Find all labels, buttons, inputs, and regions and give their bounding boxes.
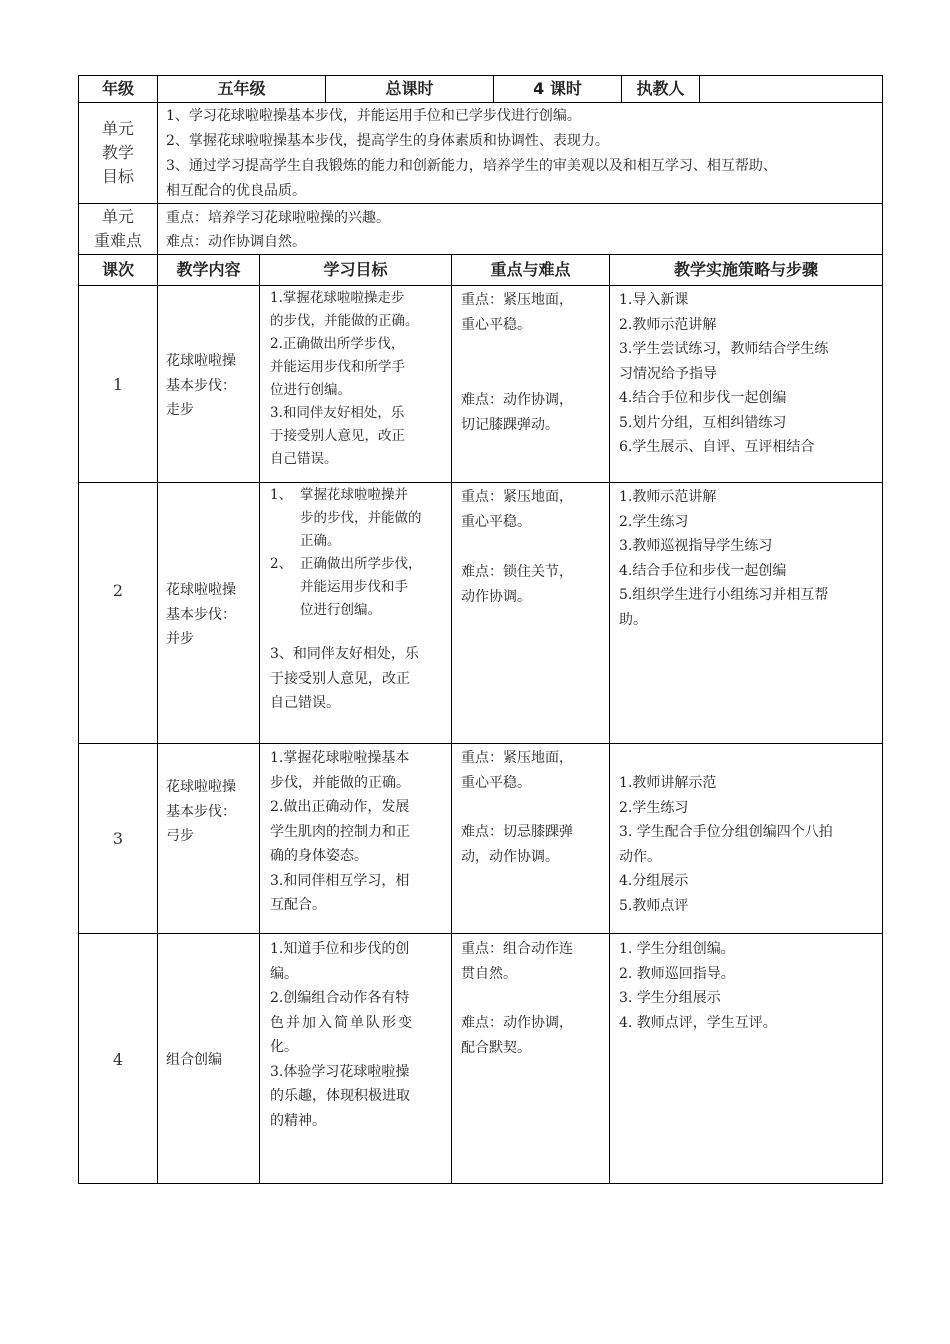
unit-keys-label-line: 单元: [101, 207, 134, 226]
unit-goal-line: 3、通过学习提高学生自我锻炼的能力和创新能力，培养学生的审美观以及和相互学习、相互帮助、: [166, 158, 777, 174]
lesson-goals: [270, 287, 450, 471]
lesson-key-points: [461, 288, 608, 337]
col-header-lesson: 课次: [101, 260, 134, 279]
goal-line: 的步伐，并能做的正确。: [270, 313, 419, 329]
step-line: 5.划片分组，互相纠错练习: [619, 414, 787, 431]
lesson-difficulties: [461, 560, 608, 609]
goal-line: 掌握花球啦啦操并: [300, 487, 408, 503]
step-line: 动作。: [619, 848, 661, 865]
step-line: 3. 学生分组展示: [619, 990, 721, 1006]
diff-line: 难点：锁住关节，: [461, 564, 573, 580]
step-line: 3.教师巡视指导学生练习: [619, 538, 773, 554]
goal-line: 并能运用步伐和手: [300, 579, 408, 595]
goal-line: 步伐，并能做的正确。: [270, 774, 410, 791]
goal-marker: 2、: [270, 556, 293, 572]
diff-line: 动，动作协调。: [461, 848, 559, 865]
step-line: 1.教师讲解示范: [619, 775, 717, 791]
key-line: 重点：组合动作连: [461, 941, 573, 957]
unit-goals-label-line: 教学: [101, 143, 134, 162]
goal-line: 确的身体姿态。: [270, 848, 368, 864]
lesson-steps: [619, 485, 881, 632]
key-line: 重心平稳。: [461, 774, 531, 791]
lesson-goals: [270, 484, 450, 716]
goal-line: 1.掌握花球啦啦操走步: [270, 290, 405, 306]
unit-keys-label: [79, 205, 157, 253]
goal-line: 2.做出正确动作，发展: [270, 799, 410, 815]
step-line: 2.学生练习: [619, 513, 689, 530]
goal-line: 位进行创编。: [300, 602, 381, 618]
key-line: 贯自然。: [461, 965, 517, 982]
unit-goal-line: 1、学习花球啦啦操基本步伐，并能运用手位和已学步伐进行创编。: [166, 108, 581, 124]
step-line: 3. 学生配合手位分组创编四个八拍: [619, 824, 833, 840]
lesson-key-points: [461, 746, 608, 795]
goal-item-text: [300, 484, 422, 553]
step-line: 1.导入新课: [619, 292, 689, 308]
step-line: 6.学生展示、自评、互评相结合: [619, 439, 815, 455]
lesson-difficulties: [461, 820, 608, 869]
step-line: 助。: [619, 611, 647, 628]
content-line: 弓步: [166, 828, 194, 844]
goal-marker: 1、: [270, 487, 293, 503]
goal-line: 学生肌肉的控制力和正: [270, 823, 410, 840]
goal-line: 1.掌握花球啦啦操基本: [270, 750, 410, 766]
goal-line: 3.体验学习花球啦啦操: [270, 1063, 410, 1080]
total-hours-value: 4 课时: [533, 79, 582, 98]
goal-item: [270, 484, 450, 553]
step-line: 2.学生练习: [619, 799, 689, 816]
step-line: 2.教师示范讲解: [619, 316, 717, 333]
step-line: 4.结合手位和步伐一起创编: [619, 562, 787, 579]
key-line: 重点：紧压地面，: [461, 750, 573, 766]
lesson-content: [166, 349, 258, 423]
goal-line: 3.和同伴相互学习，相: [270, 872, 410, 889]
goal-line: 2.正确做出所学步伐，: [270, 336, 405, 352]
lesson-goals: [270, 746, 450, 918]
lesson-goals: [270, 937, 450, 1133]
lesson-steps: [619, 288, 881, 460]
goal-line: 于接受别人意见，改正: [270, 428, 405, 444]
lesson-steps: [619, 771, 881, 918]
goal-line: 的精神。: [270, 1112, 326, 1129]
goal-line: 色并加入简单队形变: [270, 1014, 414, 1031]
content-line: 花球啦啦操: [166, 582, 236, 598]
col-header-goals: 学习目标: [323, 260, 388, 279]
key-line: 重点：紧压地面，: [461, 489, 573, 505]
diff-line: 动作协调。: [461, 588, 531, 605]
diff-line: 难点：动作协调，: [461, 392, 573, 408]
content-line: 基本步伐：: [166, 377, 236, 394]
diff-line: 配合默契。: [461, 1039, 531, 1056]
step-line: 5.组织学生进行小组练习并相互帮: [619, 587, 829, 603]
unit-goals-label: [79, 117, 157, 189]
lesson-difficulties: [461, 1011, 608, 1060]
teacher-label: 执教人: [636, 79, 685, 98]
step-line: 4.结合手位和步伐一起创编: [619, 390, 787, 406]
col-header-content: 教学内容: [176, 260, 241, 279]
unit-keys-text: [166, 206, 880, 254]
step-line: 4.分组展示: [619, 873, 689, 889]
unit-key-line: 难点：动作协调自然。: [166, 234, 306, 250]
goal-line: 于接受别人意见，改正: [270, 670, 410, 687]
goal-line: 编。: [270, 965, 298, 982]
goal-line: 互配合。: [270, 897, 326, 913]
goal-line: 并能运用步伐和所学手: [270, 359, 405, 375]
grade-value: 五年级: [217, 79, 266, 98]
unit-keys-label-line: 重难点: [93, 231, 142, 250]
content-line: 花球啦啦操: [166, 779, 236, 795]
lesson-content: [166, 775, 258, 849]
lesson-difficulties: [461, 388, 608, 437]
goal-line: 位进行创编。: [270, 382, 351, 398]
goal-line: 自己错误。: [270, 451, 338, 467]
content-line: 走步: [166, 402, 194, 418]
step-line: 5.教师点评: [619, 897, 689, 914]
step-line: 1.教师示范讲解: [619, 489, 717, 505]
unit-goals-label-line: 目标: [101, 167, 134, 186]
unit-key-line: 重点：培养学习花球啦啦操的兴趣。: [166, 210, 390, 226]
col-header-keys: 重点与难点: [490, 260, 571, 279]
lesson-number: 2: [112, 581, 124, 600]
unit-goal-line: 2、掌握花球啦啦操基本步伐，提高学生的身体素质和协调性、表现力。: [166, 133, 609, 149]
content-line: 基本步伐：: [166, 803, 236, 820]
content-line: 并步: [166, 631, 194, 647]
unit-goals-label-line: 单元: [101, 119, 134, 138]
lesson-content: [166, 578, 258, 652]
lesson-number: 1: [112, 375, 124, 394]
step-line: 习情况给予指导: [619, 365, 717, 382]
grade-label: 年级: [101, 79, 134, 98]
step-line: 1. 学生分组创编。: [619, 941, 735, 957]
lesson-key-points: [461, 937, 608, 986]
diff-line: 难点：动作协调，: [461, 1015, 573, 1031]
step-line: 4. 教师点评，学生互评。: [619, 1014, 777, 1031]
lesson-number: 3: [112, 829, 124, 848]
step-line: 2. 教师巡回指导。: [619, 965, 735, 982]
goal-item: [270, 553, 450, 622]
lesson-number: 4: [112, 1050, 124, 1069]
goal-line: 3.和同伴友好相处，乐: [270, 405, 405, 421]
goal-line: 1.知道手位和步伐的创: [270, 941, 410, 957]
goal-line: 步的步伐，并能做的: [300, 510, 422, 526]
goal-line: 的乐趣，体现积极进取: [270, 1088, 410, 1104]
content-line: 组合创编: [166, 1052, 222, 1068]
key-line: 重心平稳。: [461, 513, 531, 530]
goal-line: 3、和同伴友好相处，乐: [270, 646, 419, 662]
lesson-steps: [619, 937, 881, 1035]
unit-goals-text: [166, 104, 880, 204]
col-header-steps: 教学实施策略与步骤: [673, 260, 818, 279]
goal-line: 2.创编组合动作各有特: [270, 990, 410, 1006]
diff-line: 切记膝踝弹动。: [461, 416, 559, 433]
goal-line: 正确。: [300, 533, 341, 549]
lesson-key-points: [461, 485, 608, 534]
content-line: 花球啦啦操: [166, 353, 236, 369]
step-line: 3.学生尝试练习，教师结合学生练: [619, 341, 829, 357]
diff-line: 难点：切忌膝踝弹: [461, 824, 573, 840]
key-line: 重心平稳。: [461, 316, 531, 333]
key-line: 重点：紧压地面，: [461, 292, 573, 308]
goal-line: 化。: [270, 1039, 298, 1055]
goal-line: 自己错误。: [270, 695, 340, 711]
lesson-content: [166, 1048, 258, 1073]
content-line: 基本步伐：: [166, 606, 236, 623]
total-hours-label: 总课时: [385, 79, 434, 98]
goal-line: 正确做出所学步伐，: [300, 556, 422, 572]
unit-goal-line: 相互配合的优良品质。: [166, 183, 306, 199]
goal-item-text: [300, 553, 422, 622]
